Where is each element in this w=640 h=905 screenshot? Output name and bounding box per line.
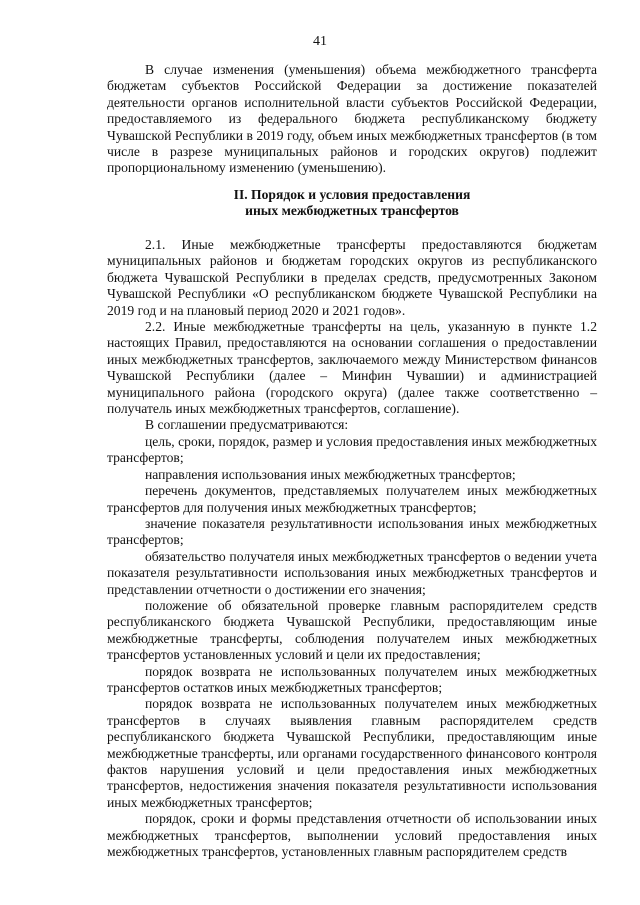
- list-item: перечень документов, представляемых получателем иных межбюджетных трансфертов для получения иных межбюджетных трансфертов;: [107, 483, 597, 515]
- list-item: порядок, сроки и формы представления отчетности об использовании иных межбюджетных трансфертов, выполнении условий предоставления иных межбюджетных трансфертов, установленных главным распорядителем средств: [107, 811, 597, 860]
- section-title-line-2: иных межбюджетных трансфертов: [245, 203, 459, 219]
- list-item: обязательство получателя иных межбюджетных трансфертов о ведении учета показателя результативности использования иных межбюджетных трансфертов и представлении отчетности о достижении его значения;: [107, 548, 597, 597]
- paragraph-2-1: 2.1. Иные межбюджетные трансферты предоставляются бюджетам муниципальных районов и бюджетам городских округов из республиканского бюджета Чувашской Республики в пределах средств, предусмотренных Законом Чувашской Республики «О республиканском бюджете Чувашской Республики на 2019 год и на плановый период 2020 и 2021 годов».: [107, 237, 597, 318]
- list-item: направления использования иных межбюджетных трансфертов;: [145, 466, 516, 482]
- list-item: порядок возврата не использованных получателем иных межбюджетных трансфертов остатков иных межбюджетных трансфертов;: [107, 663, 597, 695]
- intro-text-block: [107, 62, 597, 177]
- list-item: порядок возврата не использованных получателем иных межбюджетных трансфертов в случаях выявления главным распорядителем средств республиканского бюджета Чувашской Республики, предоставляющим иные межбюджетные трансферты, или органами государственного финансового контроля фактов нарушения условий и цели предоставления иных межбюджетных трансфертов, недостижения значения показателя результативности использования иных межбюджетных трансфертов;: [107, 696, 597, 810]
- section-title: [107, 187, 597, 220]
- list-item: цель, сроки, порядок, размер и условия предоставления иных межбюджетных трансфертов;: [107, 433, 597, 466]
- agreement-intro: В соглашении предусматриваются:: [145, 417, 349, 433]
- section-title-line-1: II. Порядок и условия предоставления: [233, 187, 471, 202]
- paragraph-2-2: 2.2. Иные межбюджетные трансферты на цель, указанную в пункте 1.2 настоящих Правил, предоставляются на основании соглашения о предоставлении иных межбюджетных трансфертов, заключаемого между Министерством финансов Чувашской Республики (далее – Минфин Чувашии) и администрацией муниципального района (городского округа) (далее также соответственно – получатель иных межбюджетных трансфертов, соглашение).: [107, 319, 597, 417]
- list-item: положение об обязательной проверке главным распорядителем средств республиканского бюджета Чувашской Республики, предоставляющим иные межбюджетные трансферты, соблюдения получателем иных межбюджетных трансфертов установленных условий и цели их предоставления;: [107, 597, 597, 663]
- main-text-block: [107, 237, 597, 860]
- intro-paragraph: В случае изменения (уменьшения) объема межбюджетного трансферта бюджетам субъектов Российской Федерации за достижение показателей деятельности органов исполнительной власти субъектов Российской Федерации, предоставляемого из федерального бюджета республиканскому бюджету Чувашской Республики в 2019 году, объем иных межбюджетных трансфертов (в том числе в разрезе муниципальных районов и городских округов) подлежит пропорциональному изменению (уменьшению).: [107, 62, 597, 176]
- page-number: 41: [313, 34, 327, 49]
- list-item: значение показателя результативности использования иных межбюджетных трансфертов;: [107, 515, 597, 548]
